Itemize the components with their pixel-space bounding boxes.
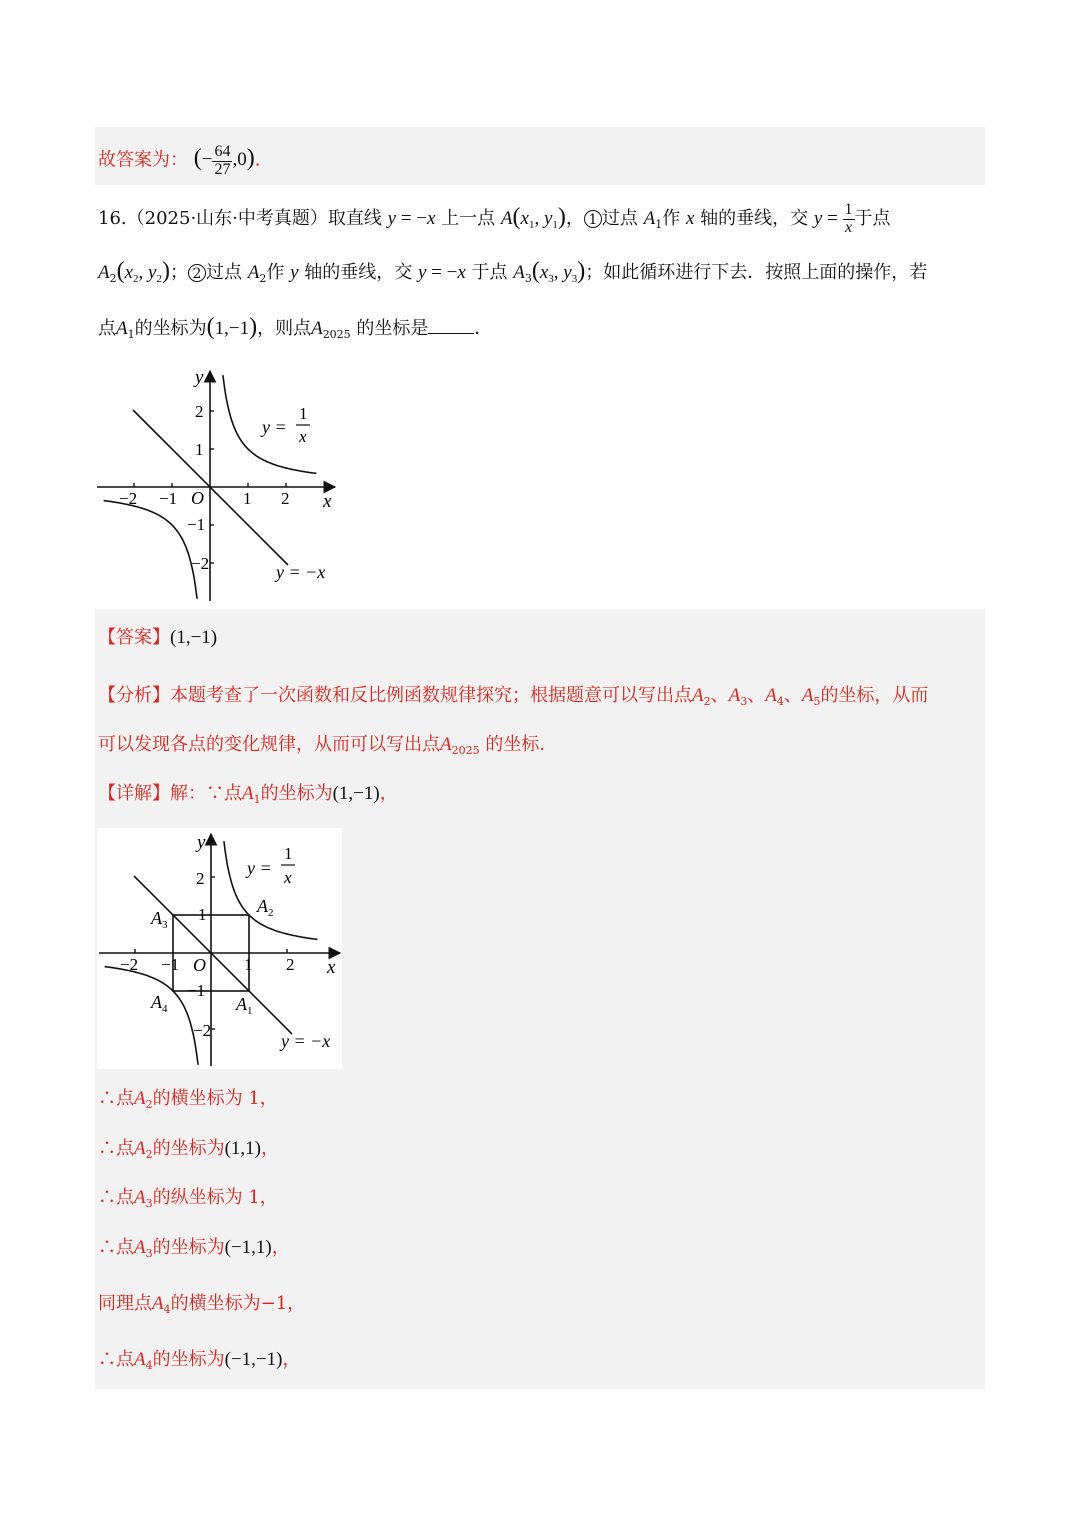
x-axis-label: x [327,957,336,978]
fraction: $\frac{64}{27}$ [214,143,231,178]
hyperbola-label-den: x [284,868,292,887]
point-label-a1: $A_1$ [236,994,253,1017]
hyperbola-branch-1 [224,841,318,939]
answer-line [98,626,217,650]
y-tick-label: −2 [191,554,210,573]
y-tick-label: 1 [195,440,204,459]
hyperbola-label: y = [247,858,272,878]
origin-label: O [193,955,206,975]
x-tick-label: −1 [161,955,180,974]
x-tick-label: 1 [243,489,252,508]
previous-answer-value: (− $\frac{64}{27}$ ,0) [193,143,255,178]
line-label: y = −x [281,1031,331,1051]
origin-label: O [191,488,204,508]
y-tick-label: −1 [187,981,206,1000]
step-line: ∴点$A_2$的横坐标为 1， [98,1088,278,1111]
step-line: ∴点$A_4$的坐标为(−1,−1)， [98,1349,301,1372]
analysis-tag: 【分析】 [98,685,170,706]
answer-tag: 【答案】 [98,627,170,648]
x-tick-label: 1 [244,955,253,974]
x-tick-label: −1 [159,489,178,508]
line-label: y = −x [276,562,326,582]
step-line: ∴点$A_3$的纵坐标为 1， [98,1187,278,1210]
hyperbola-label-num: 1 [299,404,308,423]
answer-blank [428,317,474,334]
detail-line: 【详解】解：∵点$A_1$的坐标为(1,−1)， [98,783,398,806]
point-label-a2: $A_2$ [257,896,274,919]
point-label-a4: $A_4$ [151,992,168,1015]
y-tick-label: 2 [196,869,205,888]
y-axis-label: y [195,367,204,388]
answer-value: (1,−1) [170,627,218,648]
y-tick-label: 2 [195,402,204,421]
question-source: （2025·山东·中考真题） [126,208,328,229]
analysis-line-1: 【分析】本题考查了一次函数和反比例函数规律探究；根据题意可以写出点$A_2$、$A_3$、$A_4$、$A_5$的坐标，从而 [98,685,929,708]
step-line: ∴点$A_2$的坐标为(1,1)， [98,1138,280,1161]
question-number: 16. [98,208,127,229]
x-axis-label: x [323,491,332,512]
previous-answer-line: 故答案为： (− $\frac{64}{27}$ ,0). [98,143,261,178]
function-graph-2 [97,828,342,1069]
previous-answer-label: 故答案为： [98,149,188,171]
hyperbola-label: y = [262,417,287,437]
y-axis-label: y [197,832,206,853]
step-line: ∴点$A_3$的坐标为(−1,1)， [98,1237,290,1260]
x-tick-label: −2 [119,489,138,508]
question-16-line-1: 16.（2025·山东·中考真题）取直线 y = −x 上一点 $A(x_1$, $y_1$)， 1 过点 $A_1$作 x 轴的垂线，交 y = $\frac{1}{x}$ 于点 [98,201,891,236]
y-tick-label: −2 [193,1021,212,1040]
detail-tag: 【详解】 [98,783,170,804]
hyperbola-branch-3 [104,501,198,599]
y-tick-label: 1 [198,905,207,924]
y-tick-label: −1 [187,515,206,534]
step-line: 同理点$A_4$的横坐标为−1， [98,1293,306,1316]
question-16-line-3: 点$A_1$的坐标为(1,−1)，则点$A_{2025}$ 的坐标是 ． [98,314,493,341]
question-16-line-2: $A_2(x_2$, $y_2$)； 2 过点 $A_2$作 y 轴的垂线，交 y = −x 于点 $A_3(x_3$, $y_3$)；如此循环进行下去．按照上面的操作，若 [98,258,928,285]
hyperbola-branch-3 [105,967,199,1065]
hyperbola-label-num: 1 [284,844,293,863]
function-graph-1 [95,365,345,605]
hyperbola-label-den: x [299,427,307,446]
point-label-a3: $A_3$ [151,908,168,931]
analysis-line-2: 可以发现各点的变化规律，从而可以写出点$A_{2025}$ 的坐标． [98,734,558,757]
x-tick-label: −2 [120,955,139,974]
x-tick-label: 2 [286,955,295,974]
x-tick-label: 2 [281,489,290,508]
